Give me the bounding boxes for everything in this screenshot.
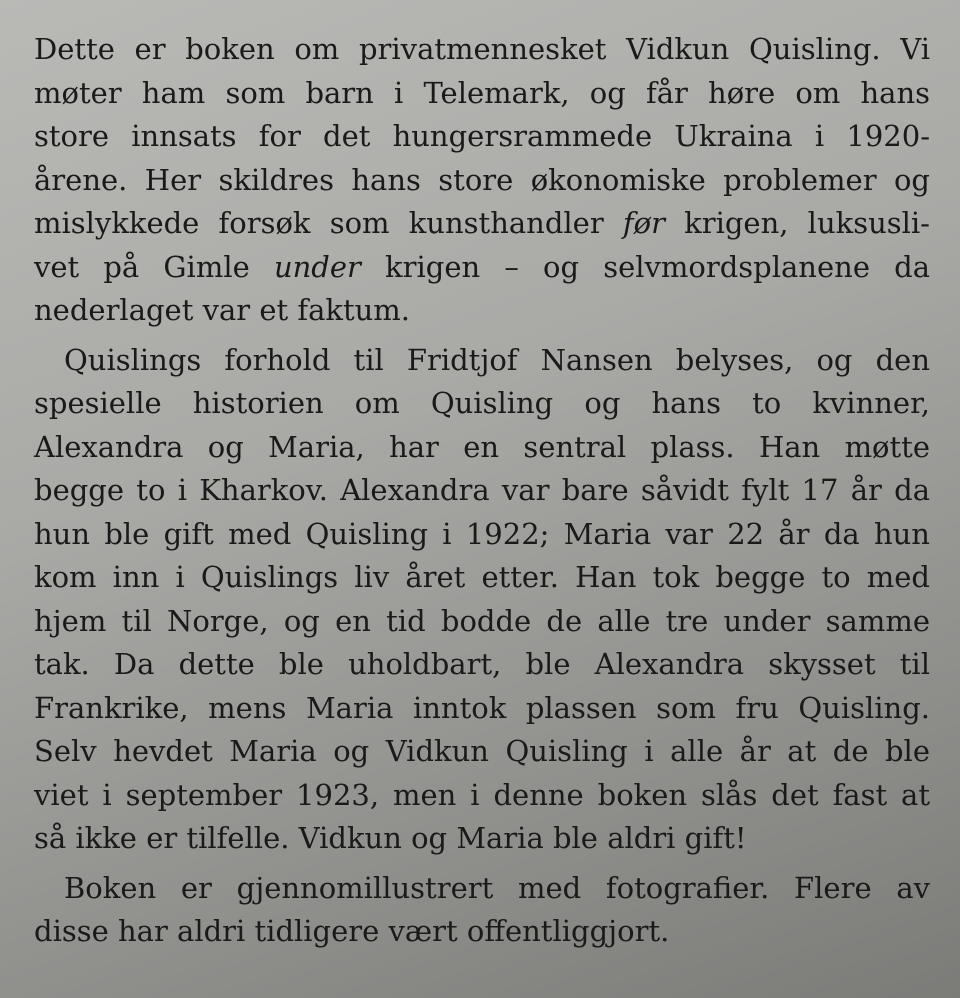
text-line: [34, 246, 930, 290]
text-line: begge to i Kharkov. Alexandra var bare såvidt fylt 17 år da: [34, 473, 930, 507]
text-line: hun ble gift med Quisling i 1922; Maria var 22 år da hun: [34, 516, 930, 551]
text-line: Alexandra og Maria, har en sentral plass. Han møtte: [34, 429, 930, 464]
text-line: [34, 202, 930, 246]
text-line: møter ham som barn i Telemark, og får høre om hans: [34, 75, 930, 110]
text-line: nederlaget var et faktum.: [34, 293, 411, 327]
emphasis-text: under: [273, 249, 361, 284]
blurb-paragraph-3: [34, 867, 930, 954]
text-line: spesielle historien om Quisling og hans to kvinner,: [34, 386, 930, 420]
text-line: hjem til Norge, og en tid bodde de alle tre under samme: [34, 603, 930, 638]
text-line: kom inn i Quislings liv året etter. Han tok begge to med: [34, 560, 930, 594]
text-line: årene. Her skildres hans store økonomiske problemer og: [34, 162, 930, 197]
text-line: Frankrike, mens Maria inntok plassen som fru Quisling.: [34, 690, 930, 725]
text-line: Quislings forhold til Fridtjof Nansen belyses, og den: [64, 342, 930, 377]
text-segment: vet på Gimle: [34, 249, 274, 284]
text-segment: krigen, luksusli-: [664, 206, 930, 240]
text-line: viet i september 1923, men i denne boken slås det fast at: [34, 777, 930, 812]
text-line: så ikke er tilfelle. Vidkun og Maria ble aldri gift!: [34, 821, 747, 855]
text-line: Selv hevdet Maria og Vidkun Quisling i alle år at de ble: [34, 734, 930, 768]
blurb-paragraph-2: [34, 339, 930, 861]
blurb-paragraph-1: [34, 28, 930, 333]
text-line: Dette er boken om privatmennesket Vidkun Quisling. Vi: [34, 32, 930, 66]
text-line: Boken er gjennomillustrert med fotografier. Flere av: [64, 870, 930, 905]
text-line: tak. Da dette ble uholdbart, ble Alexandra skysset til: [34, 647, 930, 681]
text-line: store innsats for det hungersrammede Ukraina i 1920-: [34, 119, 930, 153]
text-line: disse har aldri tidligere vært offentliggjort.: [34, 914, 670, 948]
text-segment: mislykkede forsøk som kunsthandler: [34, 206, 623, 240]
emphasis-text: før: [622, 206, 665, 240]
text-segment: krigen – og selvmordsplanene da: [360, 249, 930, 284]
